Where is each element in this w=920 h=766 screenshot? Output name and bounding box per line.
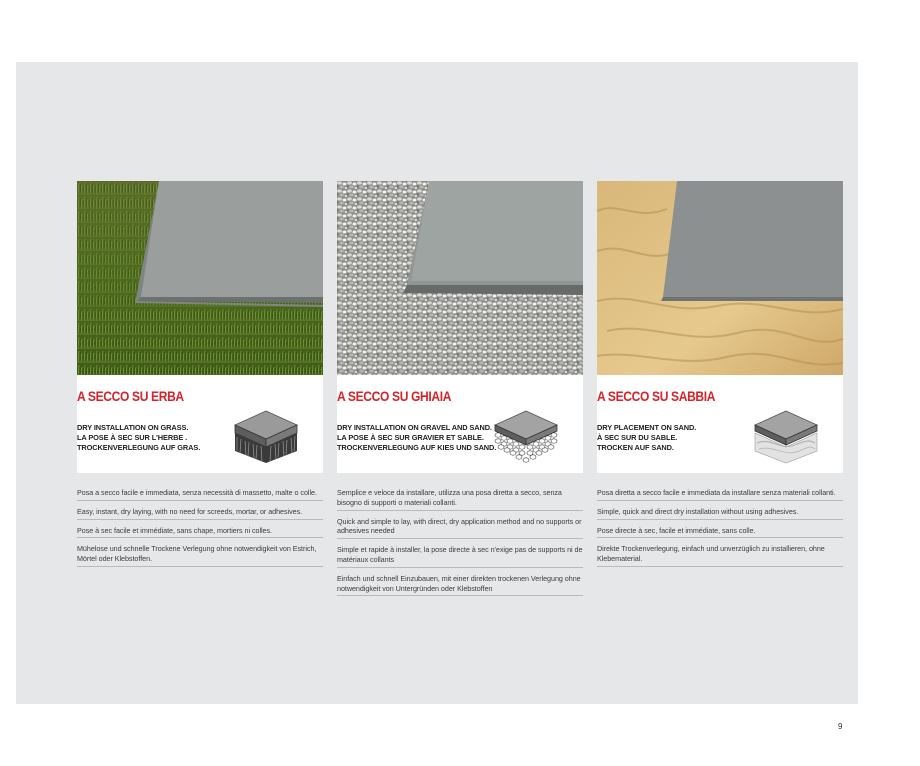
- description-it: Semplice e veloce da installare, utilizza una posa diretta a secco, senza bisogno di supporti o materiali collanti.: [337, 487, 583, 511]
- grass-card: [77, 375, 323, 473]
- column-title: A SECCO SU ERBA: [77, 388, 184, 404]
- column-grass: [77, 181, 323, 572]
- caps-line: TROCKEN AUF SAND.: [597, 443, 674, 452]
- description-de: Mühelose und schnelle Trockene Verlegung ohne notwendigkeit von Estrich, Mörtel oder Klebstoffen.: [77, 543, 323, 567]
- caps-line: DRY INSTALLATION ON GRASS.: [77, 423, 189, 432]
- caps-line: À SEC SUR DU SABLE.: [597, 433, 678, 442]
- description-de: Einfach und schnell Einzubauen, mit einer direkten trockenen Verlegung ohne notwendigkeit von Untergründen oder Klebstoffen: [337, 573, 583, 597]
- column-sand: [597, 181, 843, 572]
- caps-line: TROCKENVERLEGUNG AUF GRAS.: [77, 443, 201, 452]
- caps-line: LA POSE À SEC SUR L'HERBE .: [77, 433, 188, 442]
- description-list: [597, 487, 843, 567]
- caps-line: TROCKENVERLEGUNG AUF KIES UND SAND.: [337, 443, 497, 452]
- description-en: Quick and simple to lay, with direct, dry application method and no supports or adhesives needed: [337, 516, 583, 540]
- gravel-photo: [337, 181, 583, 375]
- description-de: Direkte Trockenverlegung, einfach und unverzüglich zu installieren, ohne Klebematerial.: [597, 543, 843, 567]
- sand-slab-diagram-icon: [751, 407, 821, 465]
- caps-line: DRY INSTALLATION ON GRAVEL AND SAND.: [337, 423, 492, 432]
- grass-photo: [77, 181, 323, 375]
- caps-lines: [337, 423, 496, 453]
- description-fr: Pose à sec facile et immédiate, sans chape, mortiers ni colles.: [77, 525, 323, 539]
- caps-line: DRY PLACEMENT ON SAND.: [597, 423, 697, 432]
- column-gravel: [337, 181, 583, 601]
- page-number: 9: [838, 722, 843, 731]
- column-title: A SECCO SU SABBIA: [597, 388, 716, 404]
- description-en: Easy, instant, dry laying, with no need for screeds, mortar, or adhesives.: [77, 506, 323, 520]
- gravel-card: [337, 375, 583, 473]
- caps-lines: [597, 423, 696, 453]
- description-fr: Simple et rapide à installer, la pose directe à sec n'exige pas de supports ni de matériaux collants: [337, 544, 583, 568]
- column-title: A SECCO SU GHIAIA: [337, 388, 452, 404]
- description-fr: Pose directe à sec, facile et immédiate, sans colle.: [597, 525, 843, 539]
- grass-slab-diagram-icon: [231, 407, 301, 465]
- description-it: Posa a secco facile e immediata, senza necessità di massetto, malte o colle.: [77, 487, 323, 501]
- description-list: [77, 487, 323, 567]
- description-en: Simple, quick and direct dry installation without using adhesives.: [597, 506, 843, 520]
- sand-card: [597, 375, 843, 473]
- description-it: Posa diretta a secco facile e immediata da installare senza materiali collanti.: [597, 487, 843, 501]
- sand-photo: [597, 181, 843, 375]
- caps-line: LA POSE À SEC SUR GRAVIER ET SABLE.: [337, 433, 484, 442]
- description-list: [337, 487, 583, 596]
- gravel-slab-diagram-icon: [491, 407, 561, 465]
- caps-lines: [77, 423, 200, 453]
